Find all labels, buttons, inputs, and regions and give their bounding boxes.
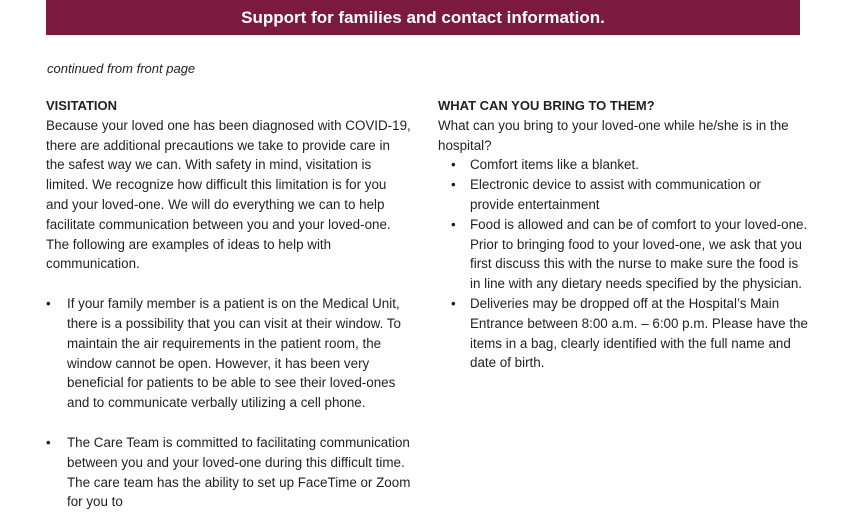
list-item <box>46 294 411 413</box>
bring-intro: What can you bring to your loved-one while he/she is in the hospital? <box>438 117 789 153</box>
list-item-text: Comfort items like a blanket. <box>470 157 639 173</box>
banner <box>46 0 800 35</box>
bring-column <box>438 96 808 373</box>
visitation-heading: VISITATION <box>46 98 118 113</box>
bullet-icon: • <box>46 434 51 450</box>
list-item-text: Electronic device to assist with communication or provide entertainment <box>470 177 761 212</box>
list-item-text: The Care Team is committed to facilitating communication between you and your loved-one during this difficult time. The care team has the ability to set up FaceTime or Zoom for you to <box>67 434 411 510</box>
bring-heading: WHAT CAN YOU BRING TO THEM? <box>438 98 655 113</box>
bullet-icon: • <box>451 295 456 311</box>
visitation-column <box>46 96 411 532</box>
list-item <box>438 294 808 373</box>
list-item-text: Deliveries may be dropped off at the Hospital’s Main Entrance between 8:00 a.m. – 6:00 p.m. Please have the items in a bag, clearly identified with the full name and date of birth. <box>470 295 808 371</box>
bullet-icon: • <box>451 157 456 173</box>
list-item-text: If your family member is a patient is on the Medical Unit, there is a possibility that you can visit at their window. To maintain the air requirements in the patient room, the window cannot be open. However, it has been very beneficial for patients to be able to see their loved-ones and to communicate verbally utilizing a cell phone. <box>67 296 401 411</box>
banner-title: Support for families and contact information. <box>241 7 605 27</box>
list-item <box>46 433 411 512</box>
bullet-icon: • <box>451 177 456 193</box>
bullet-icon: • <box>451 216 456 232</box>
spacer <box>46 274 411 294</box>
continued-note: continued from front page <box>47 61 196 76</box>
list-item <box>438 175 808 215</box>
list-item <box>438 155 808 175</box>
visitation-intro: Because your loved one has been diagnosed with COVID-19, there are additional precautions we take to provide care in the safest way we can. With safety in mind, visitation is limited. We recognize how difficult this limitation is for you and your loved-one. We will do everything we can to help facilitate communication between you and your loved-one. The following are examples of ideas to help with communication. <box>46 117 411 272</box>
list-item-text: Food is allowed and can be of comfort to your loved-one. Prior to bringing food to your loved-one, we ask that you first discuss this with the nurse to make sure the food is in line with any dietary needs specified by the physician. <box>470 216 808 292</box>
list-item <box>438 215 808 294</box>
bullet-icon: • <box>46 296 51 312</box>
